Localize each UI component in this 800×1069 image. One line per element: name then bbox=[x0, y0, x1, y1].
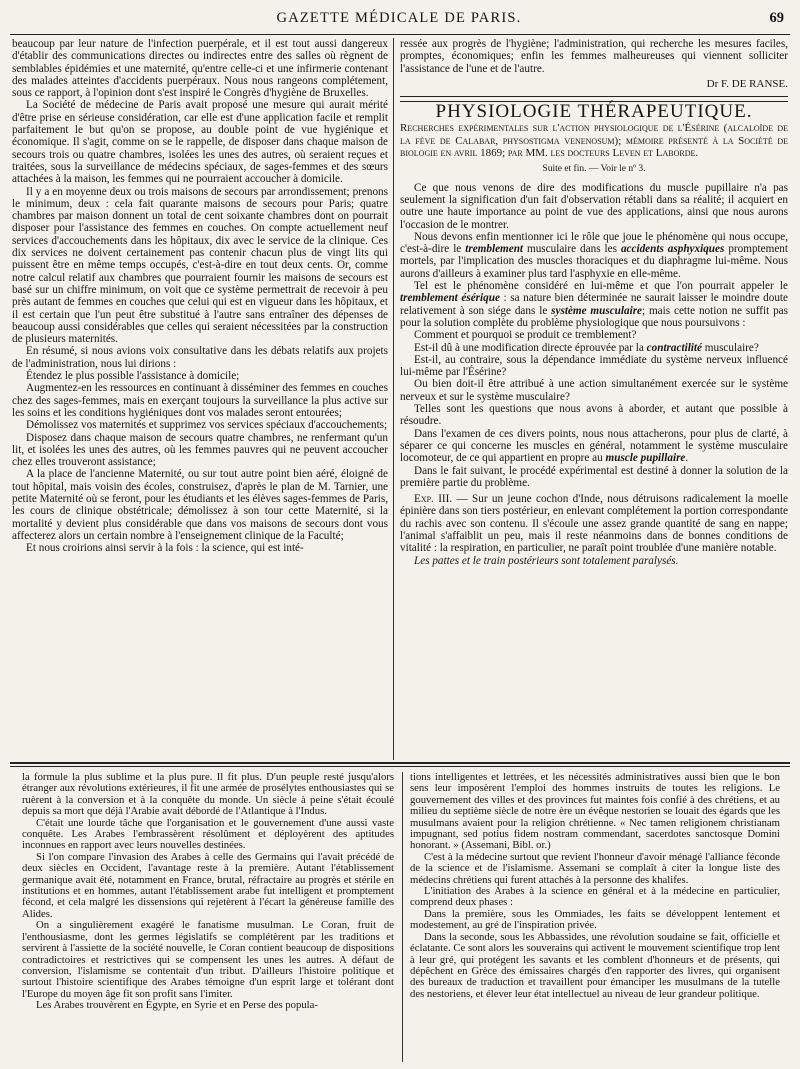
paragraph bbox=[400, 428, 788, 465]
experiment-label: Exp. III. bbox=[414, 493, 453, 506]
paragraph: Est-il, au contraire, sous la dépendance immédiate du système nerveux influencé lui-même par l'Ésérine? bbox=[400, 353, 788, 379]
article-title bbox=[400, 122, 788, 159]
upper-right-column bbox=[400, 38, 788, 760]
emphasis: muscle pupillaire bbox=[605, 452, 686, 465]
emphasis: contractilité bbox=[646, 341, 702, 354]
paragraph: la formule la plus sublime et la plus pure. Il fit plus. D'un peuple resté jusqu'alors étranger aux révolutions extérieures, il fit une armée de prosélytes enthousiastes qui se ruèrent à la conversion et à la conquête du monde. Un siècle à peine s'était écoulé depuis sa mort que déjà l'Arabie avait débordé de l'Atlantique à l'Indus. bbox=[22, 772, 394, 818]
text: promptement mortels, par l'implication des muscles thoraciques et du diaphragme lui-même. Nous aurons d'ailleurs à examiner plus tard l'asphyxie en elle-même. bbox=[400, 243, 788, 280]
paragraph: Ou bien doit-il être attribué à une action simultanément exercée sur le système nerveux et sur le système musculaire? bbox=[400, 378, 788, 403]
text: Dans l'examen de ces divers points, nous nous attacherons, pour plus de clarté, à séparer ce qui concerne les muscles en général, notamment le système musculaire locomoteur, de ce qui appartient en propre au bbox=[400, 427, 788, 465]
paragraph: Et nous croirions ainsi servir à la fois : la science, qui est inté- bbox=[26, 542, 304, 555]
paragraph: beaucoup par leur nature de l'infection puerpérale, et il est tout aussi dangereux d'établir des communications directes ou indirectes entre des salles où règnent de semblables épidémies et une maternité, qu'entre celle-ci et une infirmerie contenant des malades atteintes d'accidents puerpéraux. Nous nous rangeons complétement, sous ce rapport, à l'opinion dont s'est inspiré le Congrès d'hygiène de Bruxelles. bbox=[12, 38, 388, 100]
paragraph: A la place de l'ancienne Maternité, ou sur tout autre point bien aéré, éloigné de tout hôpital, mais voisin des écoles, construisez, d'après le plan de M. Tarnier, une petite Maternité où se feront, pour les étudiants et les élèves sages-femmes de Paris, les cours de clinique obstétricale; démolissez à son tour cette Maternité, si la mortalité y devient plus considérable que dans vos maisons de secours dont vous affecterez alors un certain nombre à l'enseignement clinique de la Faculté; bbox=[12, 468, 388, 542]
paragraph: Il y a en moyenne deux ou trois maisons de secours par arrondissement; prenons le minimum, deux : cela fait quarante maisons de secours pour Paris; quatre chambres par maison donnent un total de cent soixante chambres dont on pourrait disposer pour l'assistance des femmes en couches. On compte actuellement neuf services d'accouchements dans les hôpitaux, dix avec le service de la clinique. Ces dix services ne doivent certainement pas contenir chacun plus de vingt lits qui puissent être en même temps occupés, c'est-à-dire en tout deux cents. Or, comme notre calcul relatif aux chambres que pourraient fournir les maisons de secours est basé sur un chiffre minimum, on voit que ce système permettrait de recevoir à peu près autant de femmes en couches que celui qui est en vigueur dans les hôpitaux, et il est certain que l'un peut être substitué à l'autre sans entraîner des dépenses de beaucoup aussi considérables que celles qui seraient nécessitées par la construction de plusieurs maternités. bbox=[12, 185, 388, 346]
paragraph: En résumé, si nous avions voix consultative dans les débats relatifs aux projets de l'administration, nous lui dirions : bbox=[12, 345, 388, 370]
text: Est-il dû à une modification directe éprouvée par la bbox=[414, 341, 647, 354]
upper-left-column bbox=[12, 38, 388, 760]
paragraph: Augmentez-en les ressources en continuant à disséminer des femmes en couches chez des sages-femmes, mais en exerçant toujours la surveillance la plus active sur les soins et les conditions hygiéniques dont vos malades seront entourées; bbox=[12, 382, 388, 419]
italic-text: Les pattes et le train postérieurs sont totalement paralysés. bbox=[414, 554, 679, 567]
paragraph: Comment et pourquoi se produit ce tremblement? bbox=[414, 329, 637, 342]
author-signature: Dr F. DE RANSE. bbox=[706, 77, 788, 90]
paragraph: Les Arabes trouvèrent en Égypte, en Syrie et en Perse des popula- bbox=[36, 999, 318, 1012]
paragraph: C'était une lourde tâche que l'organisation et le gouvernement d'une aussi vaste conquête. Les Arabes l'embrassèrent résolûment et déployèrent des aptitudes inconnues en rapport avec leurs nouvelles destinées. bbox=[22, 816, 394, 852]
paragraph: Étendez le plus possible l'assistance à domicile; bbox=[26, 370, 240, 383]
paragraph: On a singulièrement exagéré le fanatisme musulman. Le Coran, fruit de l'enthousiasme, dont les germes législatifs se complétèrent par les traditions et servirent à l'assiette de la société nouvelle, le Coran contient beaucoup de dispositions contradictoires et restrictives qui se compensent les unes les autres. A défaut de conversion, l'islamisme se contentait d'un tribut. D'ailleurs l'histoire politique et surtout l'histoire scientifique des Arabes témoigne d'un esprit large et tolérant dont l'Europe du moyen âge fit son profit sans l'imiter. bbox=[22, 919, 394, 1000]
page-number: 69 bbox=[769, 10, 784, 26]
paragraph: C'est à la médecine surtout que revient l'honneur d'avoir ménagé l'alliance féconde de la science et de l'islamisme. Assemani se complaît à citer la longue liste des médecins chrétiens qui furent attachés à la personne des khalifes. bbox=[410, 850, 780, 886]
emphasis: système musculaire bbox=[551, 304, 643, 317]
paragraph bbox=[400, 493, 788, 554]
paragraph: Dans la première, sous les Ommiades, les faits se développent lentement et modestement, au gré de l'inspiration privée. bbox=[410, 907, 780, 932]
paragraph bbox=[400, 231, 788, 280]
paragraph: Dans la seconde, sous les Abbassides, une révolution soudaine se fait, officielle et éclatante. Ce sont alors les souverains qui activent le mouvement scientifique trop lent à leur gré, qui protégent les savants et les comblent d'honneurs et de présents, qui dépêchent en Grèce des émissaires chargés d'en rapporter des livres, qui organisent des bureaux de traduction et travaillent pour émanciper les musulmans de la tutelle des nestoriens, et élever leur état intellectuel au niveau de leur grandeur politique. bbox=[410, 930, 780, 1000]
text: musculaire dans les bbox=[523, 243, 621, 256]
text: ; mais cette notion ne suffit pas pour la solution complète du problème physiologique que nous poursuivons : bbox=[400, 304, 788, 329]
paragraph: Dans le fait suivant, le procédé expérimental est destiné à donner la solution de la première partie du problème. bbox=[400, 464, 788, 489]
text: musculaire? bbox=[701, 341, 759, 354]
paragraph bbox=[400, 342, 788, 354]
paragraph: ressée aux progrès de l'hygiène; l'administration, qui recherche les mesures faciles, promptes, économiques; enfin les femmes malheureuses qui viennent solliciter l'assistance de l'une et de l'autre. bbox=[400, 38, 788, 75]
emphasis: tremblement ésérique bbox=[400, 292, 500, 305]
section-title: PHYSIOLOGIE THÉRAPEUTIQUE. bbox=[435, 101, 753, 123]
section-rule bbox=[400, 96, 788, 97]
paragraph: tions intelligentes et lettrées, et les nécessités administratives aussi bien que le bon sens leur imposèrent l'emploi des hommes instruits de toutes les religions. Le gouvernement des villes et des provinces fut maintes fois confié à des chrétiens, et au milieu du septième siècle de notre ère un évêque nestorien se louait des égards que les musulmans avaient pour la religion chrétienne. « Nec tamen religionem christianam impugnant, sed potius fidem nostram commendant, sacerdotes sanctosque Domini honorant. » (Assemani, Bibl. or.) bbox=[410, 772, 780, 852]
emphasis: accidents asphyxiques bbox=[620, 243, 725, 256]
text: Tel est le phénomène considéré en lui-même et que l'on pourrait appeler le bbox=[414, 280, 788, 293]
paragraph: La Société de médecine de Paris avait proposé une mesure qui aurait mérité d'être prise en sérieuse considération, car elle est d'une application facile et remplit parfaitement le but qu'on se propose, au double point de vue hygiénique et économique. Il s'agit, comme on se le rappelle, de disposer dans chaque maison de secours trois ou quatre chambres, isolées les unes des autres, où seraient reçues et traitées, sous la surveillance de médecins spéciaux, de sages-femmes et des sœurs attachées à la maison, les femmes qui ne pourraient accoucher à domicile. bbox=[12, 99, 388, 186]
paragraph bbox=[400, 555, 788, 567]
section-divider bbox=[10, 766, 790, 767]
text: — Sur un jeune cochon d'Inde, nous détruisons radicalement la moelle épinière dans son tiers postérieur, en enlevant complétement la portion correspondante du rachis avec son contenu. Il s'écoule une assez grande quantité de sang en nappe; l'animal s'affaiblit un peu, mais il reste néanmoins dans de bonnes conditions de vitalité : la respiration, en particulier, ne paraît point troublée d'une manière notable. bbox=[400, 493, 788, 555]
page-header bbox=[10, 10, 788, 32]
lower-right-column bbox=[410, 772, 780, 1062]
paragraph: L'initiation des Arabes à la science en général et à la médecine en particulier, comprend deux phases : bbox=[410, 885, 780, 909]
paragraph bbox=[400, 280, 788, 329]
text: : sa nature bien déterminée ne saurait laisser le moindre doute relativement à son siége dans le bbox=[400, 292, 788, 317]
header-rule bbox=[10, 34, 790, 35]
lower-left-column bbox=[22, 772, 394, 1062]
emphasis: tremblement bbox=[465, 243, 524, 256]
column-divider bbox=[393, 38, 394, 760]
article-title-text: Recherches expérimentales sur l'action physiologique de l'Ésérine (alcaloïde de la fève de Calabar, physostigma venenosum); mémoire présenté à la Société de biologie en avril 1869; par MM. les docteurs Leven et Laborde. bbox=[400, 122, 788, 160]
continuation-note: Suite et fin. — Voir le nº 3. bbox=[542, 164, 646, 175]
paragraph: Démolissez vos maternités et supprimez vos services spéciaux d'accouchements; bbox=[26, 419, 388, 432]
paragraph: Telles sont les questions que nous avons à aborder, et autant que possible à résoudre. bbox=[400, 403, 788, 428]
text: . bbox=[685, 452, 689, 465]
section-divider bbox=[10, 762, 790, 764]
paragraph: Disposez dans chaque maison de secours quatre chambres, ne renfermant qu'un lit, et isolées les unes des autres, où les femmes pauvres qui ne peuvent accoucher chez elles trouveront assistance; bbox=[12, 431, 388, 469]
paragraph: Ce que nous venons de dire des modifications du muscle pupillaire n'a pas seulement la signification d'un fait d'observation rétabli dans sa réalité; il acquiert en outre une haute importance au point de vue des applications, ainsi que nous aurons l'occasion de le montrer. bbox=[400, 181, 788, 231]
journal-title: GAZETTE MÉDICALE DE PARIS. bbox=[276, 10, 522, 26]
paragraph: Si l'on compare l'invasion des Arabes à celle des Germains qui l'avait précédé de deux siècles en Occident, l'avantage reste à la première. Autant l'établissement germanique avait été, notamment en France, brutal, réfractaire au progrès et stérile en institutions et en hommes, autant l'établissement arabe fut intelligent et promptement fécond, et cela malgré les dissensions qui rejetèrent à l'écart la généreuse famille des Alides. bbox=[22, 850, 394, 920]
text: Nous devons enfin mentionner ici le rôle que joue le phénomène qui nous occupe, c'est-à-dire le bbox=[400, 230, 788, 256]
column-divider bbox=[402, 772, 403, 1062]
